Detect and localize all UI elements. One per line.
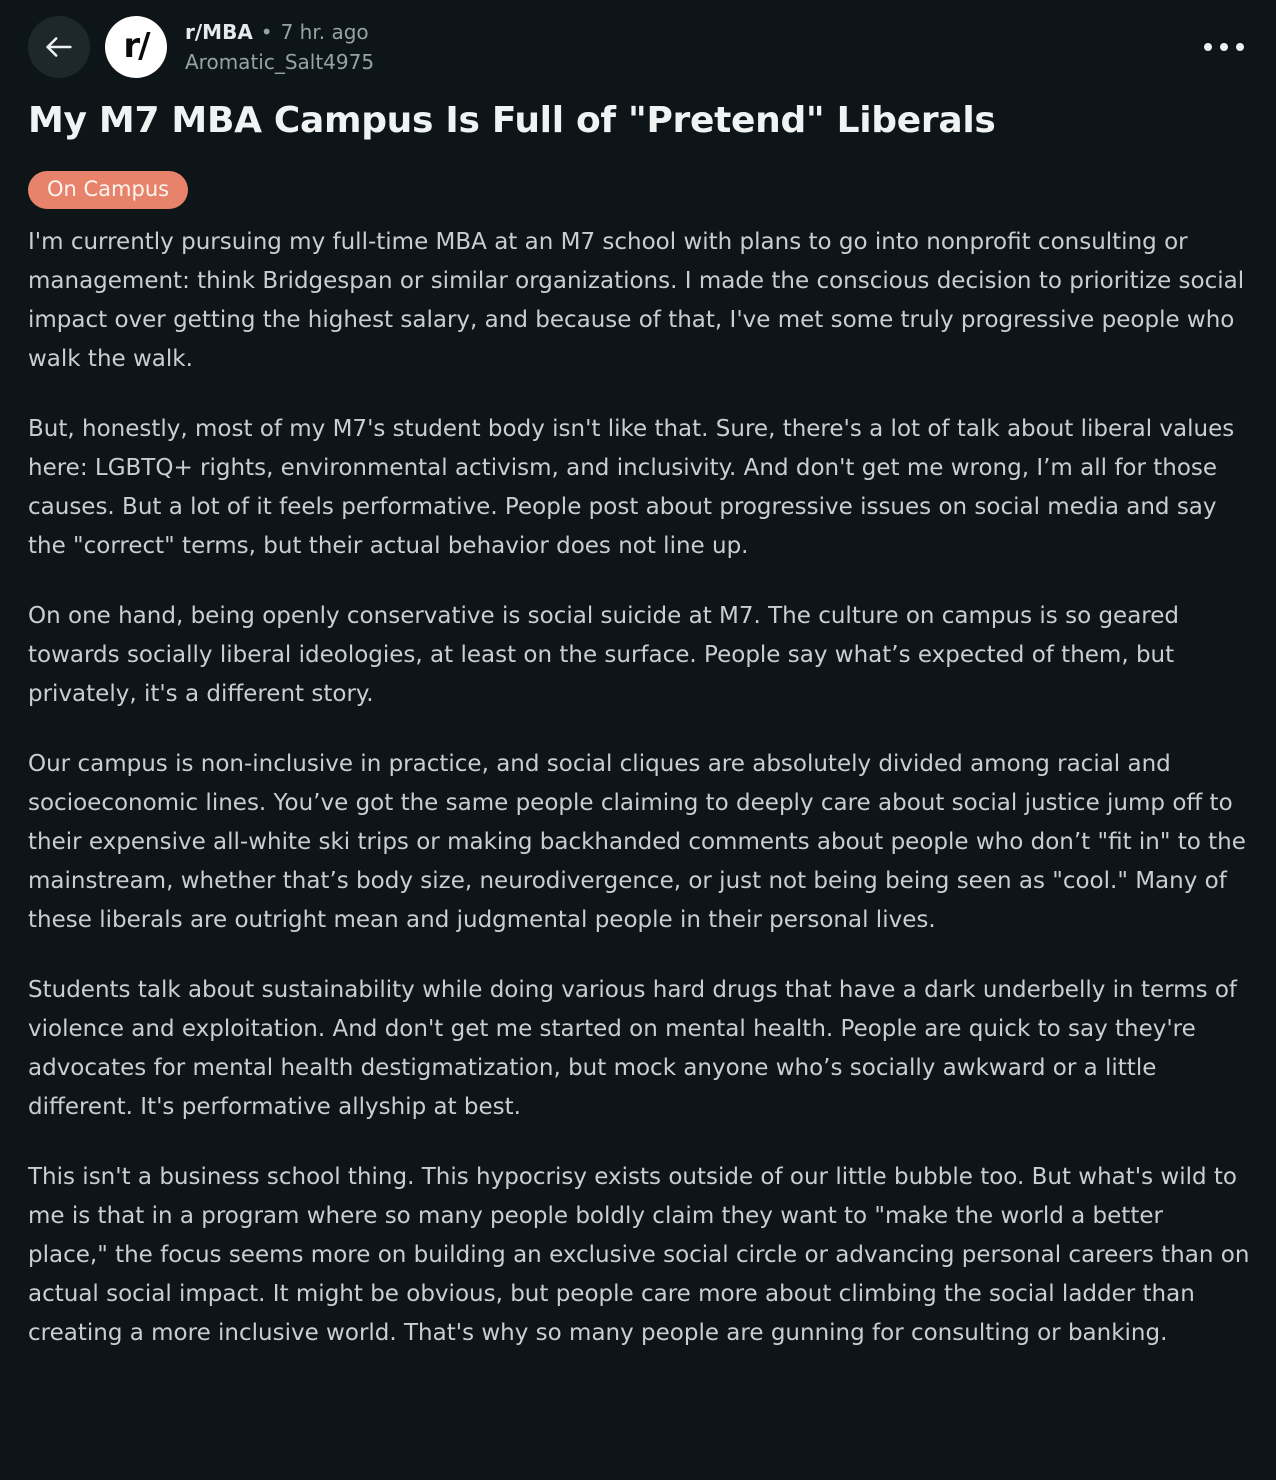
post-paragraph: Students talk about sustainability while doing various hard drugs that have a dark underbelly in terms of violence and exploitation. And don't get me started on mental health. People are quick to say they're advocates for mental health destigmatization, but mock anyone who’s socially awkward or a little different. It's performative allyship at best. <box>28 977 1238 1121</box>
subreddit-logo-icon: r/ <box>123 26 149 66</box>
post-paragraph: I'm currently pursuing my full-time MBA at an M7 school with plans to go into nonprofit consulting or management: think Bridgespan or similar organizations. I made the conscious decision to prioritize social impact over getting the highest salary, and because of that, I've met some truly progressive people who walk the walk. <box>28 229 1245 373</box>
post-timestamp: 7 hr. ago <box>280 20 369 44</box>
post-paragraph: On one hand, being openly conservative is social suicide at M7. The culture on campus is so geared towards socially liberal ideologies, at least on the surface. People say what’s expected of them, but privately, it's a different story. <box>28 603 1179 708</box>
post-meta <box>185 19 374 75</box>
post-paragraph: But, honestly, most of my M7's student body isn't like that. Sure, there's a lot of talk about liberal values here: LGBTQ+ rights, environmental activism, and inclusivity. And don't get me wrong, I’m all for those causes. But a lot of it feels performative. People post about progressive issues on social media and say the "correct" terms, but their actual behavior does not line up. <box>28 416 1235 560</box>
post-paragraph: Our campus is non-inclusive in practice, and social cliques are absolutely divided among racial and socioeconomic lines. You’ve got the same people claiming to deeply care about social justice jump off to their expensive all-white ski trips or making backhanded comments about people who don’t "fit in" to the mainstream, whether that’s body size, neurodivergence, or just not being being seen as "cool." Many of these liberals are outright mean and judgmental people in their personal lives. <box>28 751 1246 934</box>
meta-line-1 <box>185 19 374 45</box>
post-body <box>28 223 1250 1353</box>
post-header <box>28 16 1250 78</box>
meta-separator-dot: • <box>260 20 273 44</box>
back-button[interactable] <box>28 16 90 78</box>
subreddit-avatar[interactable] <box>105 16 167 78</box>
subreddit-name[interactable]: r/MBA <box>185 20 253 44</box>
arrow-left-icon <box>42 30 76 64</box>
post-title: My M7 MBA Campus Is Full of "Pretend" Liberals <box>28 100 996 141</box>
post-paragraph: This isn't a business school thing. This hypocrisy exists outside of our little bubble too. But what's wild to me is that in a program where so many people boldly claim they want to "make the world a better place," the focus seems more on building an exclusive social circle or advancing personal careers than on actual social impact. It might be obvious, but people care more about climbing the social ladder than creating a more inclusive world. That's why so many people are gunning for consulting or banking. <box>28 1164 1250 1347</box>
overflow-menu-button[interactable] <box>1200 33 1248 61</box>
ellipsis-horizontal-icon <box>1204 43 1244 51</box>
post-flair-badge[interactable]: On Campus <box>28 171 188 209</box>
author-name[interactable]: Aromatic_Salt4975 <box>185 50 375 74</box>
